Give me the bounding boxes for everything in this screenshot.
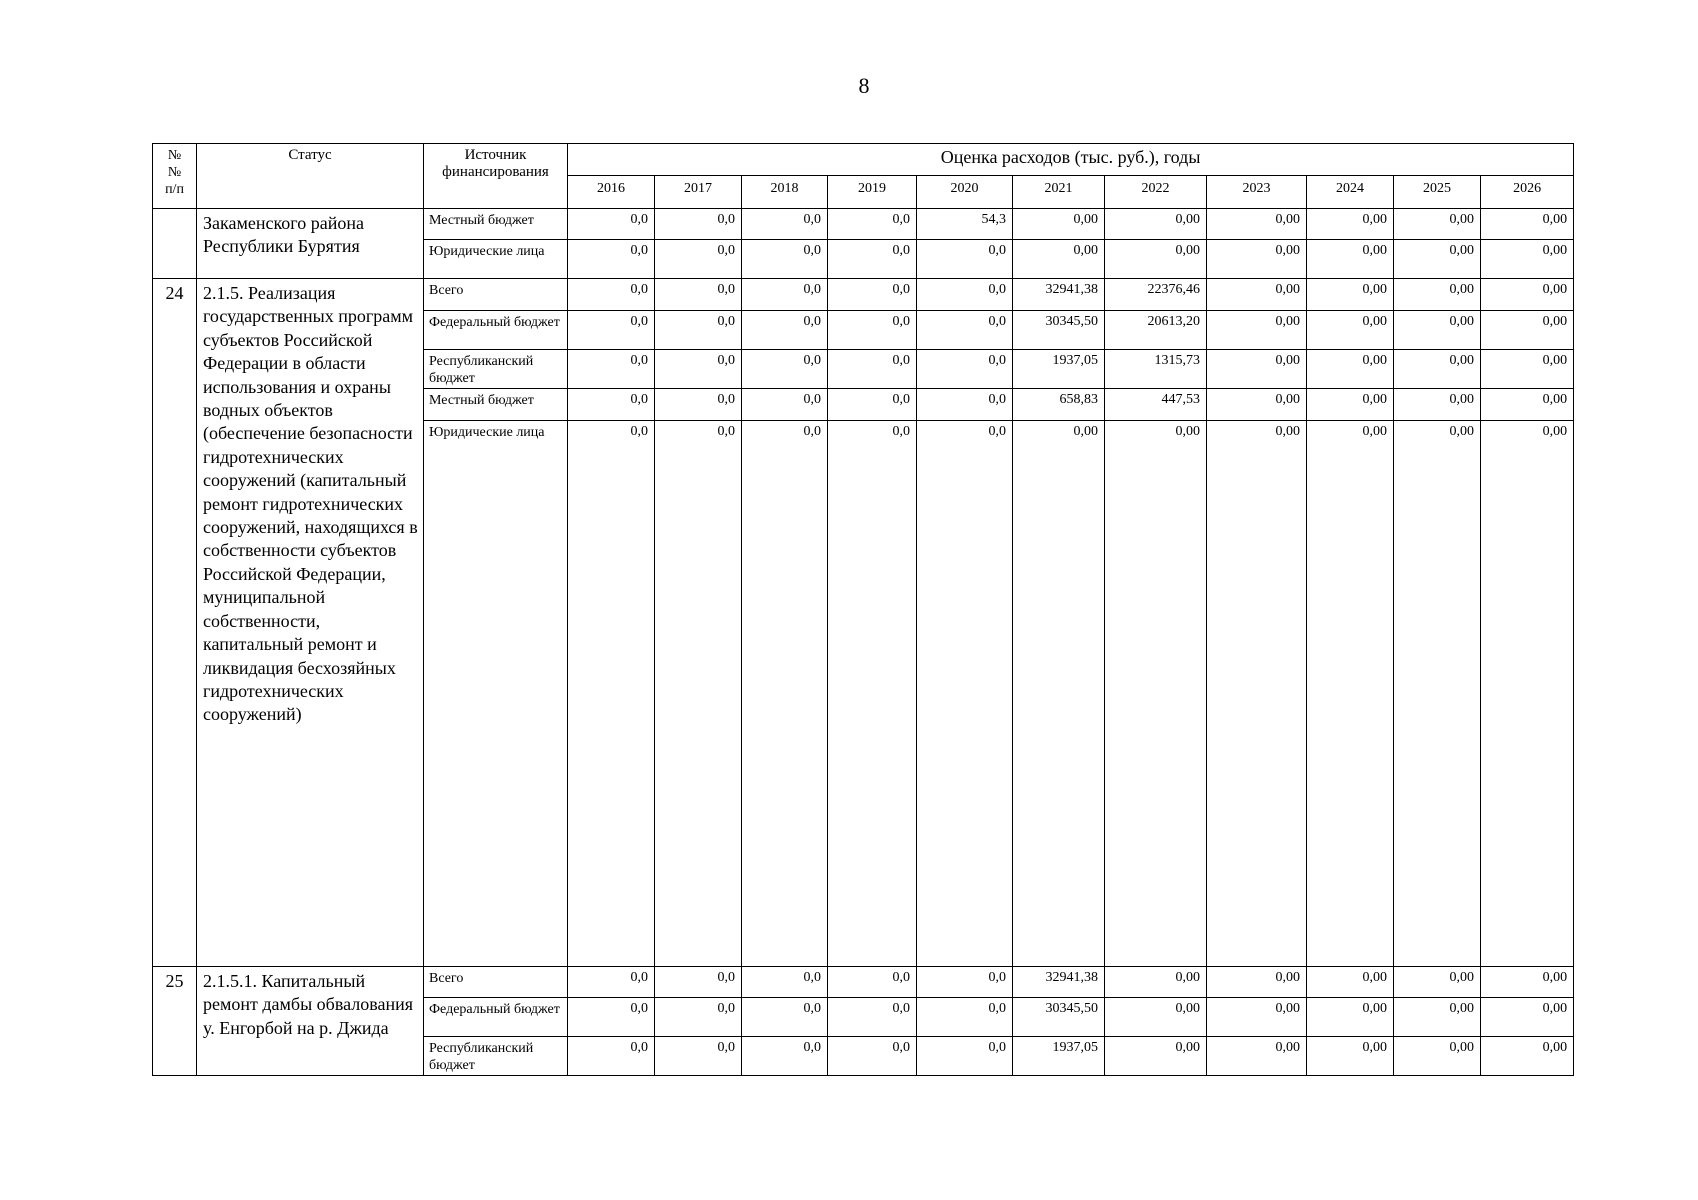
value-cell: 0,0 [568,311,655,350]
value-cell: 0,0 [568,967,655,998]
value-cell: 0,00 [1394,209,1481,240]
value-cell: 0,00 [1307,279,1394,311]
value-cell: 0,0 [655,421,742,967]
value-cell: 0,0 [742,350,828,389]
value-cell: 30345,50 [1013,998,1105,1037]
value-cell: 0,00 [1105,209,1207,240]
value-cell: 0,00 [1481,209,1574,240]
value-cell: 0,0 [655,998,742,1037]
value-cell: 0,00 [1481,350,1574,389]
value-cell: 0,0 [568,350,655,389]
value-cell: 0,00 [1207,209,1307,240]
status-cell: 2.1.5. Реализация государственных программ субъектов Российской Федерации в области использования и охраны водных объектов (обеспечение безопасности гидротехнических сооружений (капитальный ремонт гидротехнических сооружений, находящихся в собственности субъектов Российской Федерации, муниципальной собственности, капитальный ремонт и ликвидация бесхозяйных гидротехнических сооружений) [197,279,424,967]
value-cell: 0,00 [1481,240,1574,279]
value-cell: 0,00 [1207,967,1307,998]
funding-source-cell: Юридические лица [424,421,568,967]
value-cell: 1937,05 [1013,350,1105,389]
value-cell: 0,00 [1307,240,1394,279]
value-cell: 0,0 [828,350,917,389]
value-cell: 0,00 [1394,967,1481,998]
value-cell: 0,00 [1394,279,1481,311]
year-header: 2026 [1481,176,1574,209]
value-cell: 0,00 [1207,998,1307,1037]
value-cell: 0,00 [1481,389,1574,421]
value-cell: 0,00 [1481,311,1574,350]
value-cell: 0,00 [1307,998,1394,1037]
value-cell: 0,0 [742,1037,828,1076]
value-cell: 0,00 [1394,240,1481,279]
value-cell: 0,0 [917,311,1013,350]
value-cell: 0,0 [828,421,917,967]
funding-source-cell: Юридические лица [424,240,568,279]
value-cell: 0,00 [1207,1037,1307,1076]
value-cell: 0,00 [1105,967,1207,998]
value-cell: 0,0 [917,350,1013,389]
value-cell: 0,0 [568,1037,655,1076]
value-cell: 0,0 [655,209,742,240]
table-row [153,279,1574,311]
value-cell: 0,0 [917,967,1013,998]
value-cell: 0,00 [1307,209,1394,240]
value-cell: 22376,46 [1105,279,1207,311]
value-cell: 1315,73 [1105,350,1207,389]
year-header: 2019 [828,176,917,209]
value-cell: 0,0 [917,421,1013,967]
row-number [153,209,197,279]
year-header: 2023 [1207,176,1307,209]
status-cell: Закаменского района Республики Бурятия [197,209,424,279]
value-cell: 0,0 [568,421,655,967]
value-cell: 0,0 [742,279,828,311]
table-row [153,967,1574,998]
value-cell: 0,0 [742,421,828,967]
value-cell: 32941,38 [1013,967,1105,998]
value-cell: 0,0 [828,1037,917,1076]
value-cell: 447,53 [1105,389,1207,421]
value-cell: 0,0 [742,209,828,240]
col-header-costs: Оценка расходов (тыс. руб.), годы [568,144,1574,176]
value-cell: 0,0 [742,389,828,421]
value-cell: 0,00 [1394,421,1481,967]
value-cell: 0,0 [568,209,655,240]
value-cell: 0,0 [917,279,1013,311]
value-cell: 0,00 [1394,1037,1481,1076]
value-cell: 54,3 [917,209,1013,240]
funding-source-cell: Всего [424,967,568,998]
col-header-source: Источник финансирования [424,144,568,209]
value-cell: 0,00 [1105,421,1207,967]
col-header-status: Статус [197,144,424,209]
value-cell: 0,00 [1013,209,1105,240]
table-row [153,209,1574,240]
value-cell: 0,0 [917,998,1013,1037]
value-cell: 0,0 [828,240,917,279]
page-number: 8 [858,73,870,98]
value-cell: 0,00 [1481,1037,1574,1076]
year-header: 2022 [1105,176,1207,209]
value-cell: 0,00 [1207,350,1307,389]
value-cell: 0,0 [655,967,742,998]
value-cell: 1937,05 [1013,1037,1105,1076]
funding-source-cell: Федеральный бюджет [424,311,568,350]
value-cell: 0,00 [1481,279,1574,311]
value-cell: 0,00 [1307,389,1394,421]
value-cell: 0,0 [655,311,742,350]
year-header: 2017 [655,176,742,209]
funding-source-cell: Республиканский бюджет [424,350,568,389]
value-cell: 0,0 [655,350,742,389]
value-cell: 20613,20 [1105,311,1207,350]
value-cell: 0,00 [1105,1037,1207,1076]
value-cell: 0,00 [1394,311,1481,350]
value-cell: 0,00 [1481,421,1574,967]
value-cell: 0,0 [568,998,655,1037]
value-cell: 0,0 [828,311,917,350]
value-cell: 0,00 [1481,967,1574,998]
value-cell: 0,00 [1013,421,1105,967]
value-cell: 0,0 [655,279,742,311]
status-cell: 2.1.5.1. Капитальный ремонт дамбы обвалования у. Енгорбой на р. Джида [197,967,424,1076]
col-header-num: № № п/п [153,144,197,209]
value-cell: 0,00 [1307,1037,1394,1076]
value-cell: 0,00 [1207,421,1307,967]
value-cell: 0,00 [1394,389,1481,421]
value-cell: 0,00 [1105,998,1207,1037]
budget-table [152,143,1574,1076]
value-cell: 0,00 [1207,311,1307,350]
value-cell: 0,0 [568,240,655,279]
value-cell: 0,0 [917,1037,1013,1076]
value-cell: 0,0 [917,389,1013,421]
value-cell: 0,00 [1307,967,1394,998]
value-cell: 0,00 [1207,240,1307,279]
value-cell: 0,0 [568,279,655,311]
value-cell: 0,0 [742,998,828,1037]
value-cell: 658,83 [1013,389,1105,421]
value-cell: 0,0 [917,240,1013,279]
value-cell: 0,0 [828,209,917,240]
year-header: 2016 [568,176,655,209]
value-cell: 0,00 [1394,350,1481,389]
funding-source-cell: Местный бюджет [424,389,568,421]
value-cell: 0,0 [568,389,655,421]
value-cell: 0,00 [1307,311,1394,350]
value-cell: 0,00 [1307,350,1394,389]
year-header: 2024 [1307,176,1394,209]
value-cell: 0,0 [655,240,742,279]
year-header: 2025 [1394,176,1481,209]
row-number: 24 [153,279,197,967]
funding-source-cell: Федеральный бюджет [424,998,568,1037]
value-cell: 0,00 [1394,998,1481,1037]
value-cell: 32941,38 [1013,279,1105,311]
funding-source-cell: Всего [424,279,568,311]
value-cell: 0,0 [655,389,742,421]
value-cell: 0,00 [1013,240,1105,279]
value-cell: 0,0 [742,967,828,998]
year-header: 2021 [1013,176,1105,209]
header-row [153,144,1574,176]
value-cell: 0,0 [828,389,917,421]
value-cell: 0,00 [1481,998,1574,1037]
value-cell: 0,0 [742,311,828,350]
year-header: 2018 [742,176,828,209]
value-cell: 0,00 [1207,279,1307,311]
row-number: 25 [153,967,197,1076]
value-cell: 0,0 [828,279,917,311]
value-cell: 0,0 [742,240,828,279]
value-cell: 30345,50 [1013,311,1105,350]
funding-source-cell: Местный бюджет [424,209,568,240]
value-cell: 0,00 [1307,421,1394,967]
value-cell: 0,0 [655,1037,742,1076]
value-cell: 0,00 [1105,240,1207,279]
funding-source-cell: Республиканский бюджет [424,1037,568,1076]
value-cell: 0,00 [1207,389,1307,421]
year-header: 2020 [917,176,1013,209]
value-cell: 0,0 [828,967,917,998]
value-cell: 0,0 [828,998,917,1037]
